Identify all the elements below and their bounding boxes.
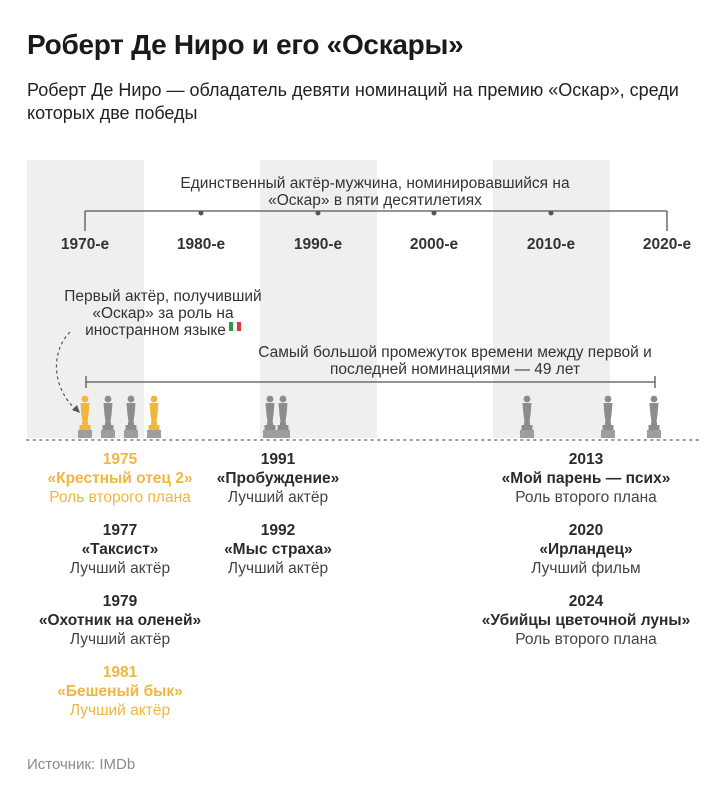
- nomination-year: 2013: [568, 451, 604, 468]
- five-decades-note: Единственный актёр-мужчина, номинировавшийся на «Оскар» в пяти десятилетиях: [180, 175, 570, 209]
- page-title: Роберт Де Ниро и его «Оскары»: [27, 29, 464, 60]
- nomination-category: Лучший фильм: [531, 560, 641, 577]
- oscar-statuette-icon: [276, 396, 290, 438]
- nomination-film: «Мой парень — псих»: [501, 470, 671, 487]
- nomination-entry: [30, 450, 210, 507]
- nomination-category: Роль второго плана: [49, 489, 191, 506]
- nomination-category: Лучший актёр: [227, 560, 329, 577]
- foreign-language-note: [48, 288, 278, 339]
- oscar-statuette-icon: [263, 396, 277, 438]
- oscar-statuette-icon: [647, 396, 661, 438]
- decade-label-1970s: 1970-е: [60, 236, 110, 253]
- five-decades-bracket: [85, 211, 667, 231]
- column-1970s: [30, 450, 210, 734]
- decade-label-2020s: 2020-е: [642, 236, 692, 253]
- decade-label-1990s: 1990-е: [293, 236, 343, 253]
- oscar-statuette-icon: [147, 396, 161, 438]
- nomination-entry: [198, 521, 358, 578]
- longest-gap-note: Самый большой промежуток времени между первой и последней номинациями — 49 лет: [258, 344, 652, 378]
- nomination-film: «Таксист»: [81, 541, 159, 558]
- nomination-film: «Убийцы цветочной луны»: [481, 612, 691, 629]
- oscar-statuette-icon: [601, 396, 615, 438]
- nomination-category: Роль второго плана: [515, 631, 657, 648]
- nomination-film: «Охотник на оленей»: [38, 612, 202, 629]
- nomination-year: 1981: [102, 664, 138, 681]
- nomination-entry: [30, 592, 210, 649]
- nomination-film: «Мыс страха»: [224, 541, 332, 558]
- page-subtitle: Роберт Де Ниро — обладатель девяти номинаций на премию «Оскар», среди которых две победы: [27, 80, 679, 123]
- nomination-film: «Пробуждение»: [216, 470, 340, 487]
- decade-label-2000s: 2000-е: [409, 236, 459, 253]
- nomination-year: 1979: [102, 593, 138, 610]
- nomination-entry: [466, 521, 706, 578]
- nomination-entry: [30, 521, 210, 578]
- nomination-category: Лучший актёр: [69, 631, 171, 648]
- nomination-year: 2024: [568, 593, 604, 610]
- oscar-statuette-icon: [124, 396, 138, 438]
- nomination-film: «Крестный отец 2»: [47, 470, 193, 487]
- nomination-entry: [30, 663, 210, 720]
- oscar-statuette-icon: [78, 396, 92, 438]
- nomination-category: Лучший актёр: [227, 489, 329, 506]
- decade-label-1980s: 1980-е: [176, 236, 226, 253]
- oscar-statuette-icon: [101, 396, 115, 438]
- nomination-category: Роль второго плана: [515, 489, 657, 506]
- nomination-entry: [466, 592, 706, 649]
- oscar-statuette-icon: [520, 396, 534, 438]
- nomination-year: 2020: [568, 522, 604, 539]
- nomination-entry: [466, 450, 706, 507]
- nomination-entry: [198, 450, 358, 507]
- italy-flag-icon: [229, 322, 241, 339]
- foreign-language-connector: [56, 332, 76, 410]
- source-note: Источник: IMDb: [27, 756, 136, 773]
- decade-label-2010s: 2010-е: [526, 236, 576, 253]
- nomination-year: 1991: [260, 451, 296, 468]
- nomination-year: 1977: [102, 522, 138, 539]
- nomination-film: «Ирландец»: [539, 541, 633, 558]
- nomination-year: 1975: [102, 451, 138, 468]
- nomination-year: 1992: [260, 522, 296, 539]
- nomination-film: «Бешеный бык»: [57, 683, 183, 700]
- nomination-category: Лучший актёр: [69, 560, 171, 577]
- column-2010s-2020s: [466, 450, 706, 663]
- foreign-language-text: Первый актёр, получивший «Оскар» за роль на иностранном языке: [64, 288, 262, 339]
- nomination-category: Лучший актёр: [69, 702, 171, 719]
- column-1990s: [198, 450, 358, 592]
